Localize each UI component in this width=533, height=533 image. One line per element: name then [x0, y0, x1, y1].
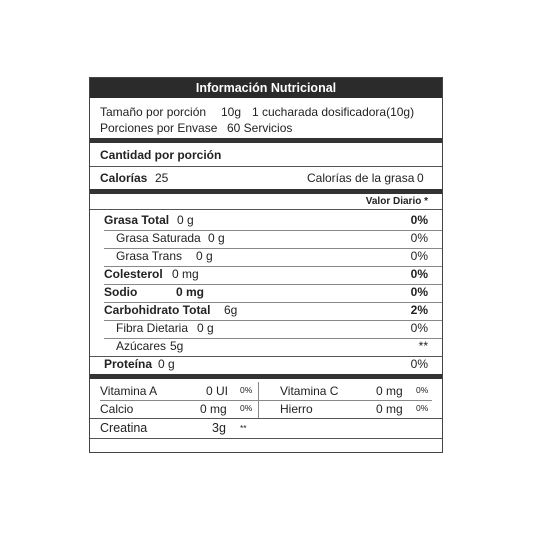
divider: [90, 209, 442, 210]
nutrient-name: Azúcares: [116, 339, 167, 353]
creatine-name: Creatina: [100, 421, 148, 435]
divider: [100, 400, 432, 401]
nutrient-amount: 0 mg: [176, 285, 205, 299]
nutrient-amount: 0 g: [197, 321, 214, 335]
nutrient-name: Proteína: [104, 357, 153, 371]
vitamin-dv: 0%: [240, 385, 253, 395]
vitamin-amount: 0 mg: [376, 402, 403, 416]
nutrient-dv: **: [418, 339, 428, 353]
nutrient-dv: 0%: [410, 267, 428, 281]
creatine-dv: **: [240, 423, 247, 433]
nutrient-amount: 0 g: [158, 357, 175, 371]
nutrient-name: Sodio: [104, 285, 138, 299]
servings-per-container-value: 60 Servicios: [227, 121, 293, 135]
serving-size-value: 10g: [221, 105, 242, 119]
divider: [90, 374, 442, 379]
vitamin-dv: 0%: [416, 403, 429, 413]
nutrient-amount: 0 g: [196, 249, 213, 263]
vitamin-amount: 0 mg: [200, 402, 227, 416]
divider: [90, 138, 442, 143]
divider: [90, 189, 442, 194]
daily-value-header: Valor Diario *: [365, 196, 428, 207]
nutrient-dv: 0%: [410, 213, 428, 227]
divider: [104, 284, 442, 285]
nutrient-dv: 0%: [410, 231, 428, 245]
nutrient-dv: 2%: [410, 303, 428, 317]
calories-label: Calorías: [100, 171, 148, 185]
nutrient-name: Grasa Total: [104, 213, 170, 227]
creatine-amount: 3g: [212, 421, 226, 435]
nutrient-name: Fibra Dietaria: [116, 321, 189, 335]
nutrient-dv: 0%: [410, 321, 428, 335]
serving-size-desc: 1 cucharada dosificadora(10g): [252, 105, 415, 119]
calories-value: 25: [155, 171, 169, 185]
divider: [90, 438, 442, 439]
nutrient-name: Colesterol: [104, 267, 163, 281]
divider: [90, 418, 442, 419]
servings-per-container-label: Porciones por Envase: [100, 121, 218, 135]
nutrient-dv: 0%: [410, 357, 428, 371]
calories-fat-value: 0: [417, 171, 424, 185]
panel-title: Información Nutricional: [90, 78, 442, 98]
nutrient-name: Carbohidrato Total: [104, 303, 211, 317]
nutrient-amount: 5g: [170, 339, 184, 353]
nutrient-name: Grasa Saturada: [116, 231, 201, 245]
vitamin-amount: 0 mg: [376, 384, 403, 398]
vitamin-name: Calcio: [100, 402, 134, 416]
nutrient-amount: 0 g: [208, 231, 225, 245]
vitamin-dv: 0%: [240, 403, 253, 413]
calories-fat-label: Calorías de la grasa: [307, 171, 415, 185]
vitamin-dv: 0%: [416, 385, 429, 395]
nutrient-amount: 0 mg: [172, 267, 199, 281]
vitamin-name: Vitamina A: [100, 384, 158, 398]
nutrient-dv: 0%: [410, 285, 428, 299]
nutrient-name: Grasa Trans: [116, 249, 183, 263]
column-separator: [258, 382, 259, 418]
nutrient-amount: 6g: [224, 303, 238, 317]
vitamin-name: Vitamina C: [280, 384, 339, 398]
serving-size-label: Tamaño por porción: [100, 105, 207, 119]
divider: [90, 166, 442, 167]
vitamin-amount: 0 UI: [206, 384, 229, 398]
vitamin-name: Hierro: [280, 402, 313, 416]
nutrient-dv: 0%: [410, 249, 428, 263]
nutrient-amount: 0 g: [177, 213, 194, 227]
nutrition-facts-panel: Información Nutricional Tamaño por porción 10g 1 cucharada dosificadora(10g) Porciones por Envase 60 Servicios Cantidad por porción Calorías 25 Calorías de la grasa 0 Valor Diario * Grasa Total 0 g 0% Grasa Saturada 0 g 0% Grasa Trans 0 g 0% Colesterol 0 mg 0% Sodio 0 mg 0% Carbohidrato Total 6g 2% Fibra Dietaria 0 g 0% Azúcares 5g ** Proteína 0 g 0% Vitamina A 0 UI 0% Vitamina C 0 mg 0% Calcio 0 mg 0% Hierro 0 mg 0% Creatina 3g **: [89, 77, 443, 453]
